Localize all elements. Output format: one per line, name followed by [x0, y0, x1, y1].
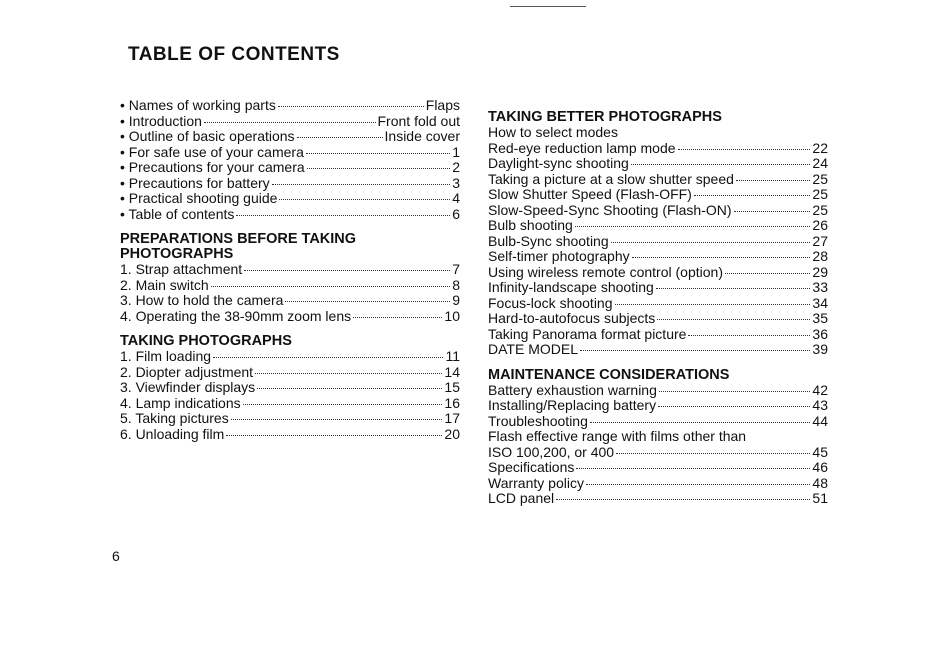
toc-entry — [488, 342, 828, 358]
toc-entry — [488, 141, 828, 157]
toc-entry — [488, 311, 828, 327]
toc-entry — [120, 349, 460, 365]
toc-entry — [488, 383, 828, 399]
leader-dots — [244, 269, 450, 271]
toc-entry — [488, 249, 828, 265]
toc-entry — [120, 309, 460, 325]
toc-entry — [120, 293, 460, 309]
toc-entry-page: 14 — [444, 363, 460, 380]
toc-entry-page: 27 — [812, 232, 828, 249]
toc-entry-label: ISO 100,200, or 400 — [488, 443, 615, 460]
leader-dots — [307, 167, 451, 169]
toc-entry-page: 2 — [452, 159, 460, 175]
toc-entry-page: 48 — [812, 474, 828, 491]
leader-dots — [659, 390, 811, 392]
leader-dots — [257, 387, 442, 389]
leader-dots — [278, 105, 424, 107]
leader-dots — [226, 434, 442, 436]
toc-entry-page: 20 — [444, 425, 460, 442]
toc-entry-label: Taking a picture at a slow shutter speed — [488, 170, 734, 187]
toc-entry — [488, 234, 828, 250]
leader-dots — [204, 121, 376, 123]
toc-entry-page: 25 — [812, 170, 828, 187]
toc-entry-page: 8 — [452, 276, 460, 293]
toc-entry-page: 25 — [812, 201, 828, 218]
toc-entry-label: Hard-to-autofocus subjects — [488, 310, 656, 326]
toc-entry-page: Front fold out — [377, 112, 460, 129]
toc-entry-label: Bulb shooting — [488, 217, 573, 233]
toc-entry-page: 28 — [812, 248, 828, 264]
leader-dots — [211, 285, 451, 287]
left-column — [120, 98, 460, 442]
leader-dots — [213, 356, 443, 358]
toc-entry — [120, 114, 460, 130]
toc-entry — [488, 296, 828, 312]
toc-entry-page: 26 — [812, 217, 828, 233]
toc-entry-label: Slow Shutter Speed (Flash-OFF) — [488, 186, 692, 202]
section-heading-taking: TAKING PHOTOGRAPHS — [120, 333, 292, 349]
toc-entry-label: Battery exhaustion warning — [488, 381, 657, 398]
toc-entry-label: • Practical shooting guide — [120, 190, 278, 206]
toc-entry-label: Troubleshooting — [488, 412, 588, 429]
toc-entry — [488, 327, 828, 343]
toc-entry-label: 2. Main switch — [120, 276, 209, 293]
toc-entry-page: 33 — [812, 279, 828, 295]
toc-entry-page: 43 — [812, 397, 828, 413]
leader-dots — [658, 405, 810, 407]
toc-entry — [488, 445, 828, 461]
section-heading-preparations: PREPARATIONS BEFORE TAKING PHOTOGRAPHS — [120, 231, 357, 262]
toc-entry-label: Warranty policy — [488, 474, 584, 491]
toc-entry-label: • Introduction — [120, 112, 202, 129]
toc-entry-page: 10 — [444, 307, 460, 324]
leader-dots — [725, 272, 810, 274]
toc-entry-page: 34 — [812, 294, 828, 311]
toc-entry-page: Inside cover — [384, 128, 460, 144]
maintenance-list-2 — [488, 445, 828, 507]
toc-entry-label: • Outline of basic operations — [120, 128, 295, 144]
toc-entry — [120, 207, 460, 223]
toc-entry-label: • For safe use of your camera — [120, 143, 304, 160]
toc-entry-label: Daylight-sync shooting — [488, 155, 629, 171]
toc-entry — [120, 278, 460, 294]
toc-entry — [488, 280, 828, 296]
toc-entry-label: Slow-Speed-Sync Shooting (Flash-ON) — [488, 201, 732, 218]
toc-entry-page: 39 — [812, 341, 828, 357]
leader-dots — [297, 136, 383, 138]
intro-list — [120, 98, 460, 222]
toc-entry — [488, 187, 828, 203]
leader-dots — [616, 452, 810, 454]
toc-entry-label: 2. Diopter adjustment — [120, 363, 254, 380]
toc-entry-label: 3. How to hold the camera — [120, 292, 284, 308]
right-column — [488, 110, 828, 507]
toc-entry-page: 44 — [812, 412, 828, 429]
leader-dots — [556, 498, 810, 500]
toc-entry-page: 3 — [452, 174, 460, 191]
toc-entry-label: Infinity-landscape shooting — [488, 279, 654, 295]
toc-entry-label: Bulb-Sync shooting — [488, 232, 609, 249]
toc-entry-page: 9 — [452, 292, 460, 308]
toc-entry-page: 51 — [812, 490, 828, 506]
toc-entry-page: 22 — [812, 139, 828, 156]
toc-entry — [488, 460, 828, 476]
better-list — [488, 141, 828, 358]
toc-entry-page: 6 — [452, 205, 460, 222]
leader-dots — [279, 198, 450, 200]
toc-entry-page: 17 — [444, 410, 460, 426]
toc-entry-label: Using wireless remote control (option) — [488, 263, 723, 280]
toc-entry — [488, 156, 828, 172]
toc-entry-label: • Table of contents — [120, 205, 235, 222]
leader-dots — [353, 316, 442, 318]
toc-entry-label: 1. Strap attachment — [120, 261, 243, 277]
toc-entry-page: 1 — [452, 143, 460, 160]
toc-entry-label: 1. Film loading — [120, 348, 212, 364]
toc-entry-page: 7 — [452, 261, 460, 277]
toc-entry — [120, 427, 460, 443]
leader-dots — [657, 318, 810, 320]
toc-entry — [488, 218, 828, 234]
toc-entry-label: LCD panel — [488, 490, 555, 506]
leader-dots — [734, 210, 811, 212]
top-rule — [510, 6, 586, 7]
toc-entry — [488, 203, 828, 219]
toc-entry — [488, 172, 828, 188]
toc-entry — [120, 145, 460, 161]
taking-list — [120, 349, 460, 442]
toc-entry — [120, 176, 460, 192]
toc-entry-page: 11 — [445, 348, 460, 364]
toc-entry-label: Self-timer photography — [488, 248, 630, 264]
toc-entry-label: • Names of working parts — [120, 97, 276, 113]
flash-range-line: Flash effective range with films other than — [488, 428, 747, 444]
toc-entry-page: 4 — [452, 190, 460, 206]
page-title: TABLE OF CONTENTS — [128, 44, 340, 65]
toc-entry-label: • Precautions for your camera — [120, 159, 305, 175]
toc-entry — [488, 476, 828, 492]
leader-dots — [736, 179, 811, 181]
select-modes-line: How to select modes — [488, 124, 618, 140]
leader-dots — [678, 148, 811, 150]
toc-entry-page: 45 — [812, 443, 828, 460]
page-number: 6 — [112, 548, 120, 564]
toc-entry-page: 36 — [812, 325, 828, 342]
toc-entry-page: Flaps — [425, 97, 460, 113]
section-heading-better: TAKING BETTER PHOTOGRAPHS — [488, 109, 722, 125]
toc-entry-label: Taking Panorama format picture — [488, 325, 687, 342]
toc-entry-page: 15 — [444, 379, 460, 395]
leader-dots — [575, 225, 811, 227]
toc-entry-page: 29 — [812, 263, 828, 280]
leader-dots — [231, 418, 443, 420]
leader-dots — [272, 183, 451, 185]
toc-entry — [120, 380, 460, 396]
leader-dots — [656, 287, 811, 289]
leader-dots — [580, 349, 810, 351]
leader-dots — [631, 163, 811, 165]
toc-entry-label: 6. Unloading film — [120, 425, 225, 442]
toc-entry-label: 4. Lamp indications — [120, 394, 241, 411]
toc-entry-page: 25 — [812, 186, 828, 202]
leader-dots — [688, 334, 810, 336]
toc-entry — [120, 98, 460, 114]
leader-dots — [306, 152, 450, 154]
toc-entry — [488, 265, 828, 281]
leader-dots — [611, 241, 811, 243]
toc-entry-label: 4. Operating the 38-90mm zoom lens — [120, 307, 352, 324]
toc-entry — [488, 491, 828, 507]
leader-dots — [576, 467, 810, 469]
leader-dots — [285, 300, 450, 302]
maintenance-list — [488, 383, 828, 430]
toc-entry — [120, 365, 460, 381]
section-heading-maintenance: MAINTENANCE CONSIDERATIONS — [488, 366, 730, 383]
leader-dots — [590, 421, 811, 423]
toc-entry-label: Specifications — [488, 459, 575, 475]
toc-entry — [488, 414, 828, 430]
toc-entry-page: 46 — [812, 459, 828, 475]
leader-dots — [615, 303, 811, 305]
toc-entry-label: Installing/Replacing battery — [488, 397, 657, 413]
toc-entry-label: 5. Taking pictures — [120, 410, 229, 426]
toc-entry-page: 35 — [812, 310, 828, 326]
leader-dots — [236, 214, 450, 216]
toc-entry — [120, 411, 460, 427]
toc-entry — [120, 262, 460, 278]
preparations-list — [120, 262, 460, 324]
toc-entry-page: 16 — [444, 394, 460, 411]
toc-entry-label: Focus-lock shooting — [488, 294, 613, 311]
leader-dots — [632, 256, 811, 258]
toc-entry-page: 24 — [812, 155, 828, 171]
toc-entry-label: DATE MODEL — [488, 341, 578, 357]
leader-dots — [255, 372, 442, 374]
toc-entry-page: 42 — [812, 381, 828, 398]
toc-entry-label: 3. Viewfinder displays — [120, 379, 256, 395]
toc-entry — [120, 396, 460, 412]
toc-entry — [120, 129, 460, 145]
leader-dots — [586, 483, 810, 485]
toc-entry — [120, 160, 460, 176]
leader-dots — [694, 194, 811, 196]
toc-entry — [488, 398, 828, 414]
toc-entry-label: Red-eye reduction lamp mode — [488, 139, 676, 156]
toc-entry — [120, 191, 460, 207]
toc-entry-label: • Precautions for battery — [120, 174, 270, 191]
leader-dots — [243, 403, 443, 405]
